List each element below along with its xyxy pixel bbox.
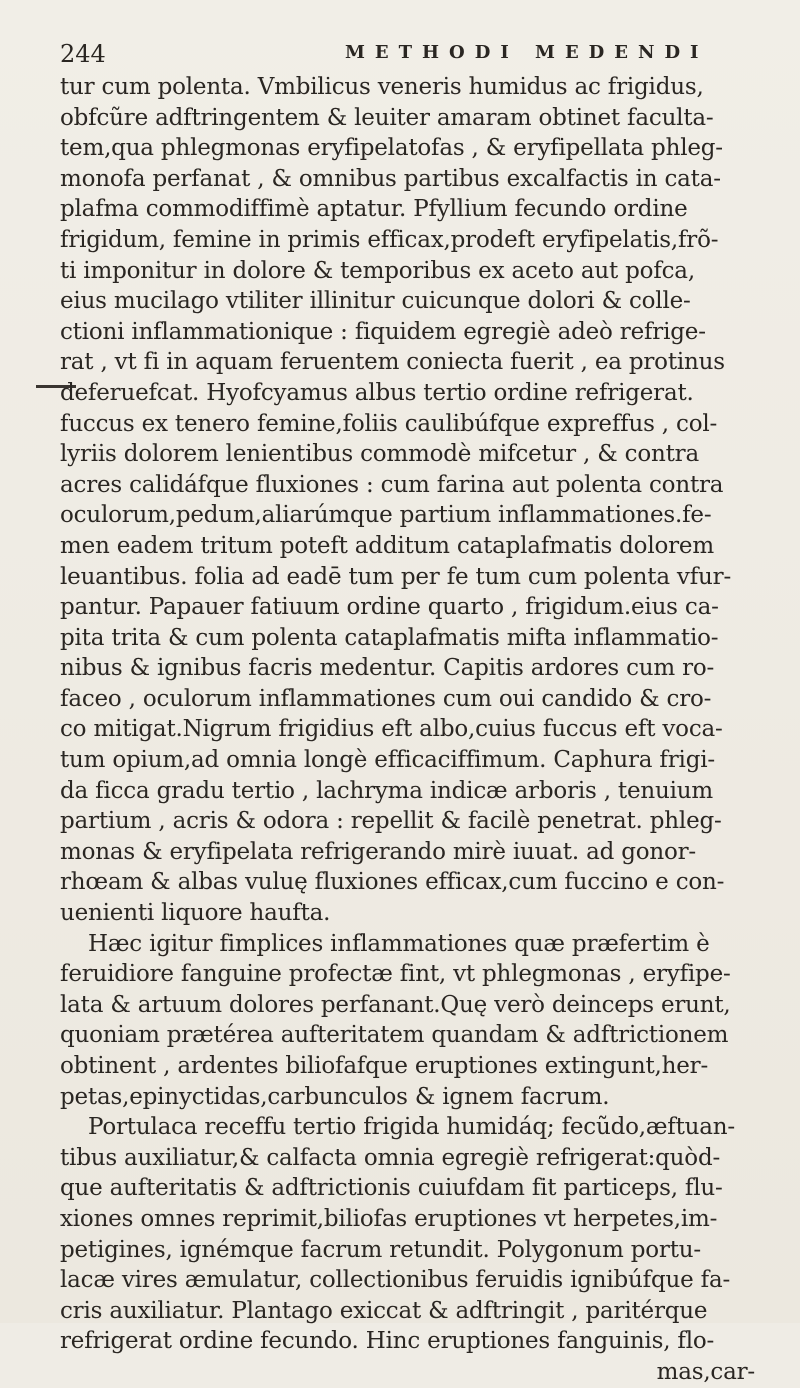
text-line: tum opium,ad omnia longè efficaciffimum. Caphura frigi- [60, 747, 715, 774]
text-line: refrigerat ordine fecundo. Hinc eruptiones fanguinis, flo- [60, 1328, 715, 1355]
text-line: lata & artuum dolores perfanant.Quę verò deinceps erunt, [60, 991, 731, 1018]
text-line: partium , acris & odora : repellit & facilè penetrat. phleg- [60, 808, 722, 835]
running-head: METHODI MEDENDI [345, 42, 709, 63]
text-line: deferuefcat. Hyofcyamus albus tertio ordine refrigerat. [60, 379, 694, 406]
text-line: tem,qua phlegmonas eryfipelatofas , & eryfipellata phleg- [60, 135, 723, 162]
text-line: pantur. Papauer fatiuum ordine quarto , frigidum.eius ca- [60, 594, 719, 621]
text-line: frigidum, femine in primis efficax,prodeft eryfipelatis,frõ- [60, 226, 719, 253]
text-line: oculorum,pedum,aliarúmque partium inflammationes.fe- [60, 502, 712, 529]
text-line: Hæc igitur fimplices inflammationes quæ præfertim è [88, 930, 710, 957]
text-line: monas & eryfipelata refrigerando mirè iuuat. ad gonor- [60, 838, 697, 865]
text-line: Portulaca receffu tertio frigida humidáq; fecũdo,æftuan- [88, 1114, 735, 1141]
text-line: que aufteritatis & adftrictionis cuiufdam fit particeps, flu- [60, 1175, 723, 1202]
text-line: rhœam & albas vuluę fluxiones efficax,cum fuccino e con- [60, 869, 725, 896]
text-line: co mitigat.Nigrum frigidius eft albo,cuius fuccus eft voca- [60, 716, 723, 743]
text-line: rat , vt fi in aquam feruentem coniecta fuerit , ea protinus [60, 349, 725, 376]
text-line: petigines, ignémque facrum retundit. Polygonum portu- [60, 1236, 701, 1263]
text-line: plafma commodiffimè aptatur. Pfyllium fecundo ordine [60, 196, 688, 223]
text-line: quoniam prætérea aufteritatem quandam & adftrictionem [60, 1022, 729, 1049]
text-line: leuantibus. folia ad eadē tum per fe tum cum polenta vfur- [60, 563, 732, 590]
text-line: obfcũre adftringentem & leuiter amaram obtinet faculta- [60, 104, 714, 131]
text-line: lyriis dolorem lenientibus commodè mifcetur , & contra [60, 441, 699, 468]
text-line: tibus auxiliatur,& calfacta omnia egregiè refrigerat:quòd- [60, 1144, 721, 1171]
text-line: cris auxiliatur. Plantago exiccat & adftringit , paritérque [60, 1297, 708, 1324]
text-line: men eadem tritum poteft additum cataplafmatis dolorem [60, 532, 714, 559]
page-header [60, 36, 760, 72]
text-line: acres calidáfque fluxiones : cum farina aut polenta contra [60, 471, 724, 498]
text-line: da ficca gradu tertio , lachryma indicæ arboris , tenuium [60, 777, 713, 804]
text-line: tur cum polenta. Vmbilicus veneris humidus ac frigidus, [60, 74, 704, 100]
text-line: nibus & ignibus facris medentur. Capitis ardores cum ro- [60, 655, 715, 682]
text-line: lacæ vires æmulatur, collectionibus feruidis ignibúfque fa- [60, 1267, 731, 1294]
catchword: mas,car- [656, 1358, 755, 1385]
text-line: uenienti liquore haufta. [60, 900, 331, 927]
text-line: pita trita & cum polenta cataplafmatis mifta inflammatio- [60, 624, 719, 651]
text-line: ctioni inflammationique : fiquidem egregiè adeò refrige- [60, 318, 706, 345]
text-line: fuccus ex tenero femine,foliis caulibúfque expreffus , col- [60, 410, 718, 437]
text-line: faceo , oculorum inflammationes cum oui candido & cro- [60, 685, 712, 712]
text-line: ti imponitur in dolore & temporibus ex aceto aut pofca, [60, 257, 695, 284]
text-line: obtinent , ardentes biliofafque eruptiones extingunt,her- [60, 1053, 709, 1079]
body-text [60, 72, 775, 1388]
text-line: feruidiore fanguine profectæ fint, vt phlegmonas , eryfipe- [60, 961, 731, 988]
text-line: eius mucilago vtiliter illinitur cuicunque dolori & colle- [60, 288, 691, 315]
page-number: 244 [60, 40, 106, 68]
text-line: xiones omnes reprimit,biliofas eruptiones vt herpetes,im- [60, 1205, 718, 1232]
text-line: monofa perfanat , & omnibus partibus excalfactis in cata- [60, 165, 721, 192]
text-line: petas,epinyctidas,carbunculos & ignem facrum. [60, 1083, 610, 1110]
